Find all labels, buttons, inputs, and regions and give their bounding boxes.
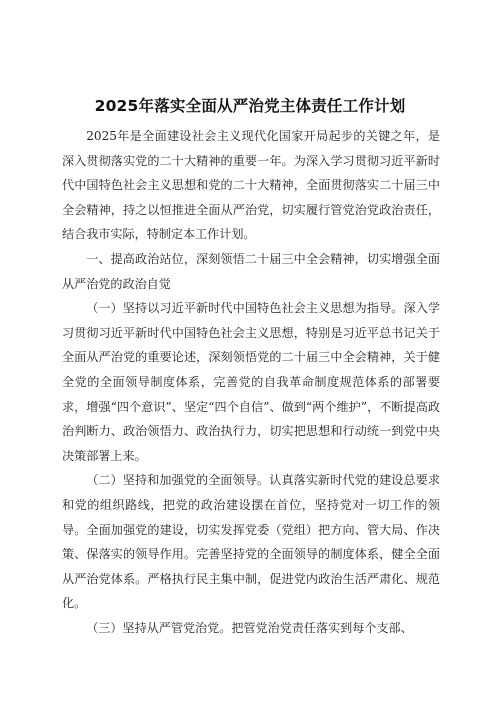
subsection-2-paragraph: （二）坚持和加强党的全面领导。认真落实新时代党的建设总要求和党的组织路线，把党的政治建设摆在首位，坚持党对一切工作的领导。全面加强党的建设，切实发挥党委（党组）把方向、管大局、作决策、保落实的领导作用。完善坚持党的全面领导的制度体系，健全全面从严治党体系。严格执行民主集中制，促进党内政治生活严肃化、规范化。 — [62, 473, 440, 611]
subsection-1-paragraph: （一）坚持以习近平新时代中国特色社会主义思想为指导。深入学习贯彻习近平新时代中国特色社会主义思想，特别是习近平总书记关于全面从严治党的重要论述，深刻领悟党的二十届三中全会精神，关于健全党的全面领导制度体系，完善党的自我革命制度规范体系的部署要求，增强“四个意识”、坚定“四个自信”、做到“两个维护”，不断提高政治判断力、政治领悟力、政治执行力，切实把思想和行动统一到党中央决策部署上来。 — [62, 301, 440, 463]
document-body — [62, 124, 440, 640]
document-title: 2025年落实全面从严治党主体责任工作计划 — [94, 97, 406, 115]
section-heading-1: 一、提高政治站位，深刻领悟二十届三中全会精神，切实增强全面从严治党的政治自觉 — [62, 251, 440, 291]
intro-paragraph: 2025年是全面建设社会主义现代化国家开局起步的关键之年，是深入贯彻落实党的二十大精神的重要一年。为深入学习贯彻习近平新时代中国特色社会主义思想和党的二十大精神，全面贯彻落实二十届三中全会精神，持之以恒推进全面从严治党，切实履行管党治党政治责任，结合我市实际，特制定本工作计划。 — [62, 129, 440, 242]
subsection-3-paragraph: （三）坚持从严管党治党。把管党治党责任落实到每个支部、 — [86, 620, 413, 635]
